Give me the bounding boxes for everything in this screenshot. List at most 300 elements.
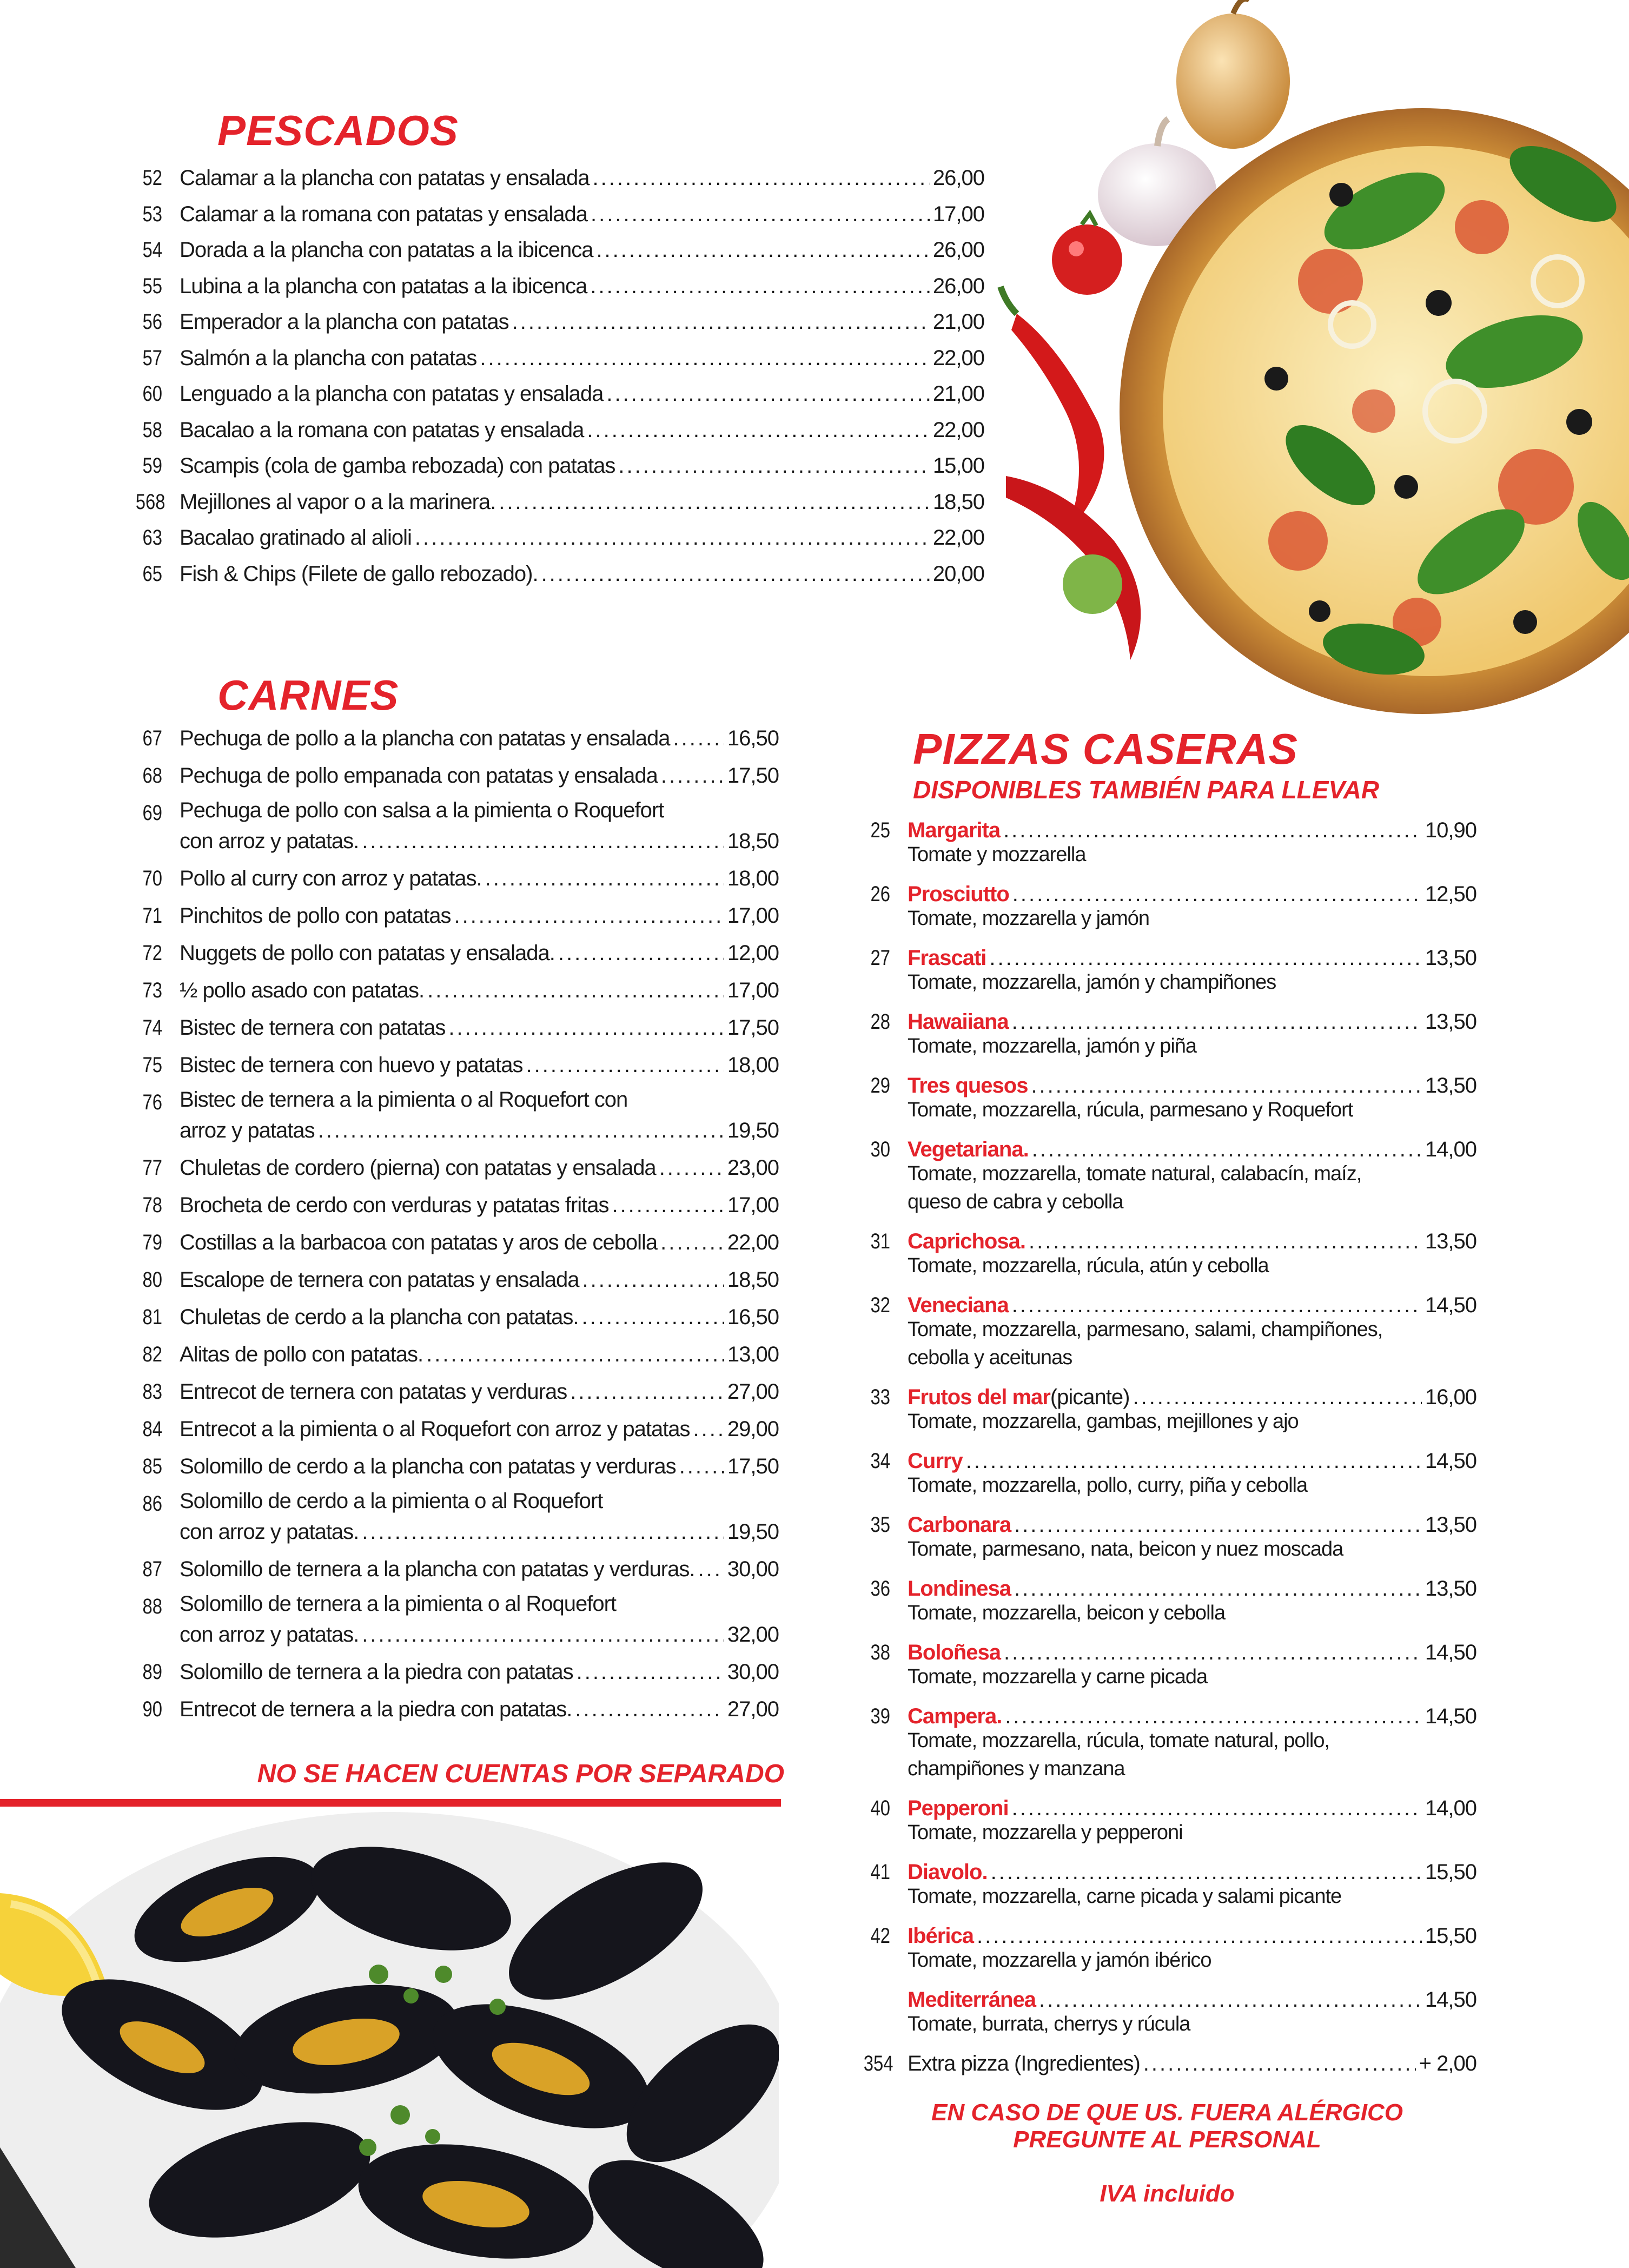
item-number: 82 (142, 1343, 162, 1366)
item-description: Solomillo de cerdo a la plancha con patatas y verduras (180, 1454, 676, 1478)
item-price: 13,50 (1425, 1513, 1476, 1537)
item-description: Dorada a la plancha con patatas a la ibicenca (180, 238, 593, 262)
dot-leader (526, 1048, 724, 1082)
menu-item (130, 305, 984, 341)
item-price: 26,00 (932, 166, 984, 190)
item-number: 30 (870, 1138, 890, 1161)
dot-leader (591, 197, 930, 231)
item-description: Solomillo de ternera a la plancha con patatas y verduras. (180, 1557, 695, 1581)
item-line (180, 1300, 779, 1334)
item-number: 78 (142, 1193, 162, 1217)
pizza-ingredients: Tomate, mozzarella, jamón y piña (908, 1035, 1197, 1057)
item-price: 13,50 (1425, 1229, 1476, 1253)
item-description-line: Solomillo de ternera a la pimienta o al Roquefort (180, 1592, 617, 1616)
item-price: 26,00 (932, 238, 984, 262)
pizza-name: Hawaiiana (908, 1010, 1009, 1034)
menu-item (130, 1188, 779, 1226)
carnes-list (130, 722, 779, 1722)
menu-item (130, 899, 779, 936)
pizzas-subtitle: DISPONIBLES TAMBIÉN PARA LLEVAR (913, 776, 1380, 804)
item-line (180, 862, 779, 895)
dot-leader (618, 449, 930, 482)
pizza-ingredients: Tomate, mozzarella y jamón (908, 907, 1150, 930)
item-line (180, 759, 779, 792)
item-number: 81 (142, 1305, 162, 1329)
menu-item (130, 449, 984, 485)
item-number: 52 (142, 166, 162, 190)
pizza-item (858, 1572, 1476, 1636)
item-line (180, 1188, 779, 1222)
item-line (180, 824, 779, 858)
item-number: 26 (870, 882, 890, 906)
item-price: 17,00 (727, 1193, 779, 1217)
pizza-item (858, 1069, 1476, 1133)
item-line (180, 1515, 779, 1549)
menu-item (130, 1655, 779, 1692)
dot-leader (485, 862, 724, 895)
item-line (180, 1263, 779, 1297)
dot-leader (693, 1412, 724, 1446)
item-description: Lubina a la plancha con patatas a la ibicenca (180, 274, 587, 298)
item-description: Pechuga de pollo a la plancha con patatas y ensalada (180, 726, 670, 750)
menu-item (130, 1048, 779, 1086)
item-description: Brocheta de cerdo con verduras y patatas fritas (180, 1193, 609, 1217)
item-number: 71 (142, 904, 162, 928)
menu-item (130, 1086, 779, 1151)
menu-item (130, 1338, 779, 1375)
item-number: 79 (142, 1231, 162, 1254)
item-number: 59 (142, 454, 162, 478)
item-number: 41 (870, 1860, 890, 1884)
pizza-item (858, 1005, 1476, 1069)
menu-item (130, 1692, 779, 1730)
item-price: 17,00 (727, 904, 779, 928)
item-number: 35 (870, 1513, 890, 1537)
dot-leader (661, 759, 724, 792)
item-line (180, 341, 984, 375)
item-number: 57 (142, 346, 162, 370)
menu-item (130, 722, 779, 759)
item-description: Nuggets de pollo con patatas y ensalada. (180, 941, 555, 965)
pizza-ingredients: Tomate, mozzarella y carne picada (908, 1665, 1208, 1688)
dot-leader (480, 341, 930, 375)
item-price: 27,00 (727, 1697, 779, 1721)
pizza-ingredients: Tomate, mozzarella, parmesano, salami, champiñones, (908, 1318, 1383, 1341)
pizza-item (858, 1636, 1476, 1700)
pescados-title: PESCADOS (217, 107, 459, 154)
item-price: 18,00 (727, 1053, 779, 1077)
pizza-item (858, 1983, 1476, 2047)
item-price: + 2,00 (1419, 2052, 1476, 2075)
item-extra: Extra pizza (Ingredientes) (908, 2052, 1140, 2075)
item-line (908, 2047, 1476, 2080)
item-number: 42 (870, 1924, 890, 1948)
item-description: Calamar a la plancha con patatas y ensalada (180, 166, 590, 190)
item-number: 54 (142, 238, 162, 262)
pizza-item (858, 1133, 1476, 1225)
item-number: 73 (142, 978, 162, 1002)
item-number: 80 (142, 1268, 162, 1292)
item-price: 14,50 (1425, 1988, 1476, 2012)
item-description: Calamar a la romana con patatas y ensalada (180, 202, 588, 226)
pizza-ingredients: champiñones y manzana (908, 1757, 1125, 1780)
item-price: 22,00 (932, 346, 984, 370)
item-price: 18,50 (932, 490, 984, 514)
item-price: 15,00 (932, 454, 984, 478)
pizza-name: Londinesa (908, 1577, 1011, 1601)
pizza-ingredients: Tomate, mozzarella y pepperoni (908, 1821, 1183, 1844)
item-line (180, 1692, 779, 1726)
item-number: 38 (870, 1641, 890, 1664)
dot-leader (427, 974, 724, 1007)
item-number: 36 (870, 1577, 890, 1601)
dot-leader (582, 1300, 724, 1334)
item-number: 90 (142, 1697, 162, 1721)
item-price: 17,50 (727, 1016, 779, 1040)
dot-leader (362, 824, 724, 858)
menu-item (130, 413, 984, 449)
dot-leader (499, 485, 930, 519)
item-number: 84 (142, 1417, 162, 1441)
pizza-ingredients: Tomate, mozzarella, beicon y cebolla (908, 1602, 1226, 1624)
item-description: Entrecot a la pimienta o al Roquefort con arroz y patatas (180, 1417, 690, 1441)
dot-leader (362, 1515, 724, 1549)
dot-leader (448, 1011, 724, 1044)
item-line (180, 413, 984, 447)
menu-item (130, 557, 984, 593)
item-price: 16,00 (1425, 1385, 1476, 1409)
item-line (180, 1114, 779, 1147)
allergy-note-line1: EN CASO DE QUE US. FUERA ALÉRGICO (931, 2099, 1403, 2126)
item-line (180, 1338, 779, 1371)
menu-item (130, 1487, 779, 1552)
item-number: 86 (142, 1492, 162, 1516)
item-number: 63 (142, 526, 162, 550)
menu-item (130, 1011, 779, 1048)
dot-leader (541, 557, 930, 591)
pizza-name: Veneciana (908, 1293, 1009, 1317)
item-line (180, 1375, 779, 1409)
item-number: 27 (870, 946, 890, 970)
menu-item (130, 197, 984, 234)
item-number: 88 (142, 1595, 162, 1618)
item-price: 14,50 (1425, 1641, 1476, 1664)
pizza-item (858, 2047, 1476, 2082)
item-number: 58 (142, 418, 162, 442)
item-line (180, 197, 984, 231)
item-line (180, 557, 984, 591)
menu-item (130, 1552, 779, 1590)
pizza-ingredients: Tomate, mozzarella, carne picada y salami picante (908, 1885, 1342, 1908)
pizza-ingredients: Tomate y mozzarella (908, 843, 1086, 866)
pizza-name: Boloñesa (908, 1641, 1001, 1664)
dot-leader (659, 1151, 724, 1185)
item-number: 72 (142, 941, 162, 965)
item-price: 30,00 (727, 1660, 779, 1684)
pizza-item (858, 1380, 1476, 1444)
item-price: 18,50 (727, 1268, 779, 1292)
menu-item (130, 521, 984, 557)
pizza-item (858, 1791, 1476, 1855)
item-price: 22,00 (727, 1231, 779, 1254)
item-price: 13,50 (1425, 1010, 1476, 1034)
pizza-name: Frutos del mar (908, 1385, 1050, 1409)
item-price: 14,50 (1425, 1449, 1476, 1473)
item-line (180, 449, 984, 482)
item-price: 18,00 (727, 867, 779, 890)
item-price: 16,50 (727, 726, 779, 750)
pizza-name: Vegetariana. (908, 1138, 1029, 1161)
allergy-note-line2: PREGUNTE AL PERSONAL (1013, 2126, 1321, 2153)
item-number: 53 (142, 202, 162, 226)
item-price: 19,50 (727, 1520, 779, 1544)
item-description-line: Solomillo de cerdo a la pimienta o al Roquefort (180, 1489, 603, 1513)
menu-item (130, 1590, 779, 1655)
item-description: Chuletas de cerdo a la plancha con patatas. (180, 1305, 579, 1329)
item-line (180, 974, 779, 1007)
item-description: Pollo al curry con arroz y patatas. (180, 867, 482, 890)
item-description: Chuletas de cordero (pierna) con patatas y ensalada (180, 1156, 656, 1180)
item-description: arroz y patatas (180, 1119, 315, 1142)
pizza-ingredients: Tomate, mozzarella, rúcula, atún y cebolla (908, 1254, 1269, 1277)
item-number: 29 (870, 1074, 890, 1097)
item-price: 14,50 (1425, 1293, 1476, 1317)
item-number: 568 (135, 490, 165, 514)
pizza-ingredients: Tomate, mozzarella, rúcula, parmesano y Roquefort (908, 1099, 1353, 1121)
pizza-item (858, 1288, 1476, 1380)
menu-item (130, 1300, 779, 1338)
dot-leader (606, 377, 930, 411)
item-price: 23,00 (727, 1156, 779, 1180)
item-description: Salmón a la plancha con patatas (180, 346, 477, 370)
item-line (180, 899, 779, 933)
menu-item (130, 936, 779, 974)
item-price: 26,00 (932, 274, 984, 298)
dot-leader (415, 521, 930, 554)
item-description: Mejillones al vapor o a la marinera. (180, 490, 496, 514)
menu-item (130, 759, 779, 796)
item-price: 19,50 (727, 1119, 779, 1142)
pizza-ingredients: Tomate, mozzarella, rúcula, tomate natural, pollo, (908, 1729, 1330, 1752)
item-description: Bistec de ternera con patatas (180, 1016, 446, 1040)
item-price: 17,50 (727, 1454, 779, 1478)
item-price: 21,00 (932, 382, 984, 406)
pizza-item (858, 1444, 1476, 1508)
item-price: 13,00 (727, 1343, 779, 1366)
dot-leader (590, 269, 930, 303)
dot-leader (575, 1692, 724, 1726)
pizza-name: Diavolo. (908, 1860, 988, 1884)
item-line (180, 233, 984, 267)
pizza-name: Mediterránea (908, 1988, 1036, 2012)
item-extra: (picante) (1050, 1385, 1130, 1409)
item-price: 21,00 (932, 310, 984, 334)
red-divider (0, 1799, 781, 1807)
menu-item (130, 377, 984, 413)
menu-item (130, 1151, 779, 1188)
pizza-ingredients: Tomate, parmesano, nata, beicon y nuez moscada (908, 1538, 1343, 1561)
item-line (180, 1048, 779, 1082)
item-description: Scampis (cola de gamba rebozada) con patatas (180, 454, 615, 478)
pizza-name: Carbonara (908, 1513, 1011, 1537)
item-number: 68 (142, 764, 162, 788)
item-line (180, 377, 984, 411)
dot-leader (593, 161, 930, 195)
carnes-title: CARNES (217, 671, 399, 719)
item-number: 40 (870, 1796, 890, 1820)
item-description: Lenguado a la plancha con patatas y ensalada (180, 382, 604, 406)
dot-leader (612, 1188, 724, 1222)
item-number: 56 (142, 310, 162, 334)
pizza-ingredients: Tomate, mozzarella, tomate natural, calabacín, maíz, (908, 1162, 1362, 1185)
item-description: con arroz y patatas. (180, 1623, 359, 1647)
menu-item (130, 1263, 779, 1300)
item-number: 83 (142, 1380, 162, 1404)
menu-item (130, 974, 779, 1011)
dot-leader (362, 1618, 724, 1651)
item-price: 20,00 (932, 561, 984, 586)
item-price: 13,50 (1425, 1074, 1476, 1097)
item-number: 25 (870, 818, 890, 842)
item-description: Bacalao gratinado al alioli (180, 526, 412, 550)
item-description: Entrecot de ternera con patatas y verduras (180, 1380, 567, 1404)
pizza-item (858, 1855, 1476, 1919)
item-line (180, 305, 984, 339)
item-description: Bacalao a la romana con patatas y ensalada (180, 418, 584, 442)
item-price: 27,00 (727, 1380, 779, 1404)
pizza-name: Curry (908, 1449, 963, 1473)
item-number: 34 (870, 1449, 890, 1473)
no-separate-bills-note: NO SE HACEN CUENTAS POR SEPARADO (257, 1760, 784, 1788)
menu-item (130, 233, 984, 269)
item-number: 28 (870, 1010, 890, 1034)
menu-item (130, 862, 779, 899)
pizza-item (858, 1508, 1476, 1572)
pizza-name: Frascati (908, 946, 986, 970)
item-price: 22,00 (932, 526, 984, 550)
item-description: con arroz y patatas. (180, 829, 359, 853)
item-number: 65 (142, 561, 162, 586)
item-number: 74 (142, 1016, 162, 1040)
item-number: 31 (870, 1229, 890, 1253)
item-number: 89 (142, 1660, 162, 1684)
pizza-name: Tres quesos (908, 1074, 1028, 1097)
item-price: 14,00 (1425, 1138, 1476, 1161)
item-line (180, 1655, 779, 1689)
dot-leader (558, 936, 724, 970)
dot-leader (454, 899, 724, 933)
item-price: 17,00 (727, 978, 779, 1002)
dot-leader (577, 1655, 724, 1689)
iva-note: IVA incluido (1100, 2180, 1235, 2207)
item-line (180, 722, 779, 755)
item-price: 12,50 (1425, 882, 1476, 906)
item-number: 77 (142, 1156, 162, 1180)
dot-leader (679, 1450, 724, 1483)
item-line (180, 1226, 779, 1259)
item-description: Entrecot de ternera a la piedra con patatas. (180, 1697, 572, 1721)
dot-leader (596, 233, 929, 267)
item-description: Solomillo de ternera a la piedra con patatas (180, 1660, 573, 1684)
dot-leader (582, 1263, 724, 1297)
item-price: 16,50 (727, 1305, 779, 1329)
pizza-ingredients: Tomate, mozzarella, pollo, curry, piña y cebolla (908, 1474, 1308, 1497)
item-description-line: Pechuga de pollo con salsa a la pimienta o Roquefort (180, 798, 664, 822)
pizza-ingredients: cebolla y aceitunas (908, 1346, 1072, 1369)
item-line (180, 161, 984, 195)
item-line (180, 1151, 779, 1185)
pizza-ingredients: Tomate, mozzarella y jamón ibérico (908, 1949, 1211, 1972)
item-number: 354 (863, 2052, 893, 2075)
item-price: 17,50 (727, 764, 779, 788)
item-description: con arroz y patatas. (180, 1520, 359, 1544)
pizza-name: Campera. (908, 1704, 1002, 1728)
pizza-ingredients: Tomate, mozzarella, jamón y champiñones (908, 971, 1276, 994)
item-price: 15,50 (1425, 1924, 1476, 1948)
item-number: 75 (142, 1053, 162, 1077)
pizza-name: Ibérica (908, 1924, 974, 1948)
item-description: Emperador a la plancha con patatas (180, 310, 509, 334)
pizza-item (858, 941, 1476, 1005)
menu-item (130, 1375, 779, 1412)
dot-leader (426, 1338, 724, 1371)
pizza-item (858, 1919, 1476, 1983)
item-number: 33 (870, 1385, 890, 1409)
mussels-photo (0, 1812, 779, 2268)
menu-item (130, 341, 984, 378)
item-price: 32,00 (727, 1623, 779, 1647)
menu-item (130, 1412, 779, 1450)
pizza-item (858, 1225, 1476, 1288)
item-description: Escalope de ternera con patatas y ensalada (180, 1268, 579, 1292)
menu-item (130, 796, 779, 862)
item-price: 29,00 (727, 1417, 779, 1441)
item-number: 67 (142, 726, 162, 750)
item-number: 32 (870, 1293, 890, 1317)
pizza-item (858, 1700, 1476, 1791)
pizza-name: Pepperoni (908, 1796, 1009, 1820)
item-price: 17,00 (932, 202, 984, 226)
item-price: 15,50 (1425, 1860, 1476, 1884)
item-description: Pinchitos de pollo con patatas (180, 904, 451, 928)
dot-leader (660, 1226, 724, 1259)
item-line (180, 1450, 779, 1483)
item-number: 70 (142, 867, 162, 890)
item-description: Fish & Chips (Filete de gallo rebozado). (180, 561, 538, 586)
item-number: 76 (142, 1090, 162, 1114)
item-description: Bistec de ternera con huevo y patatas (180, 1053, 523, 1077)
dot-leader (673, 722, 724, 755)
dot-leader (1143, 2047, 1416, 2080)
menu-item (130, 161, 984, 197)
dot-leader (587, 413, 929, 447)
item-number: 60 (142, 382, 162, 406)
item-line (180, 485, 984, 519)
item-price: 12,00 (727, 941, 779, 965)
pizza-item (858, 877, 1476, 941)
item-line (180, 269, 984, 303)
item-price: 14,50 (1425, 1704, 1476, 1728)
item-price: 13,50 (1425, 946, 1476, 970)
pizzas-title: PIZZAS CASERAS (913, 725, 1298, 773)
menu-item (130, 485, 984, 521)
pizza-name: Margarita (908, 818, 1001, 842)
item-number: 85 (142, 1454, 162, 1478)
item-description: Alitas de pollo con patatas. (180, 1343, 423, 1366)
item-line (180, 521, 984, 554)
pizza-ingredients: Tomate, mozzarella, gambas, mejillones y ajo (908, 1410, 1299, 1433)
pizza-photo (995, 0, 1629, 757)
